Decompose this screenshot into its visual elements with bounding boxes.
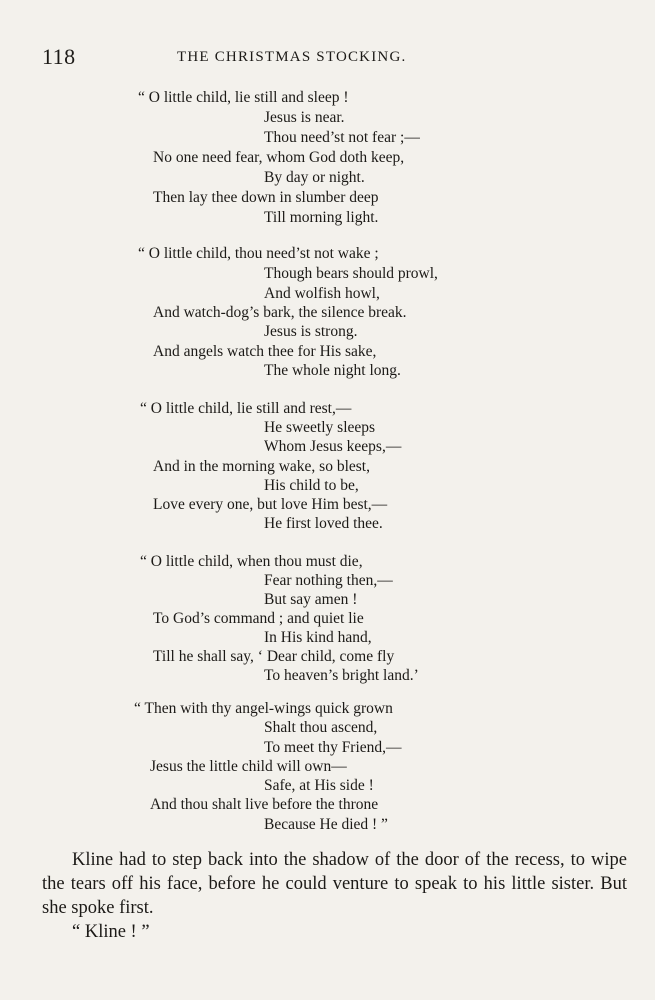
poem-line: Jesus is near. xyxy=(264,109,345,126)
poem-line: “ O little child, lie still and sleep ! xyxy=(138,89,349,106)
prose-paragraph: Kline had to step back into the shadow of the door of the recess, to wipe the tears off his face, before he could venture to speak to his little sister. But she spoke first. xyxy=(42,850,627,918)
poem-line: Love every one, but love Him best,— xyxy=(153,496,388,513)
poem-line: In His kind hand, xyxy=(264,629,372,646)
poem-line: And watch-dog’s bark, the silence break. xyxy=(153,304,407,321)
poem-line: He sweetly sleeps xyxy=(264,419,376,436)
page-header xyxy=(42,44,615,74)
poem-line: To God’s command ; and quiet lie xyxy=(153,610,364,627)
poem-line: And thou shalt live before the throne xyxy=(150,796,379,813)
poem-line: Till morning light. xyxy=(264,209,379,226)
poem-line: Because He died ! ” xyxy=(264,816,388,833)
poem-line: Then lay thee down in slumber deep xyxy=(153,189,379,206)
poem-line: Though bears should prowl, xyxy=(264,265,438,282)
dialogue-line: “ Kline ! ” xyxy=(72,922,150,942)
poem-line: He first loved thee. xyxy=(264,515,383,532)
poem-line: Shalt thou ascend, xyxy=(264,719,378,736)
poem-line: Jesus the little child will own— xyxy=(150,758,347,775)
poem-line: And in the morning wake, so blest, xyxy=(153,458,370,475)
poem-line: Whom Jesus keeps,— xyxy=(264,438,402,455)
poem-line: By day or night. xyxy=(264,169,365,186)
poem-line: No one need fear, whom God doth keep, xyxy=(153,149,405,166)
prose-block xyxy=(42,848,627,944)
poem-line: Till he shall say, ‘ Dear child, come fly xyxy=(153,648,395,665)
poem-line: The whole night long. xyxy=(264,362,401,379)
running-title: THE CHRISTMAS STOCKING. xyxy=(177,49,407,65)
poem-line: “ O little child, lie still and rest,— xyxy=(140,400,352,417)
poem-line: But say amen ! xyxy=(264,591,358,608)
poem-line: His child to be, xyxy=(264,477,359,494)
poem-line: Jesus is strong. xyxy=(264,323,358,340)
poem-line: Fear nothing then,— xyxy=(264,572,393,589)
poem-line: And angels watch thee for His sake, xyxy=(153,343,377,360)
poem-line: To meet thy Friend,— xyxy=(264,739,402,756)
poem-line: Thou need’st not fear ;— xyxy=(264,129,420,146)
poem-line: “ Then with thy angel-wings quick grown xyxy=(134,700,393,717)
poem-line: Safe, at His side ! xyxy=(264,777,374,794)
poem-line: To heaven’s bright land.’ xyxy=(264,667,419,684)
poem-line: “ O little child, when thou must die, xyxy=(140,553,363,570)
poem-line: “ O little child, thou need’st not wake ; xyxy=(138,245,379,262)
poem-line: And wolfish howl, xyxy=(264,285,380,302)
page-number: 118 xyxy=(42,44,76,69)
